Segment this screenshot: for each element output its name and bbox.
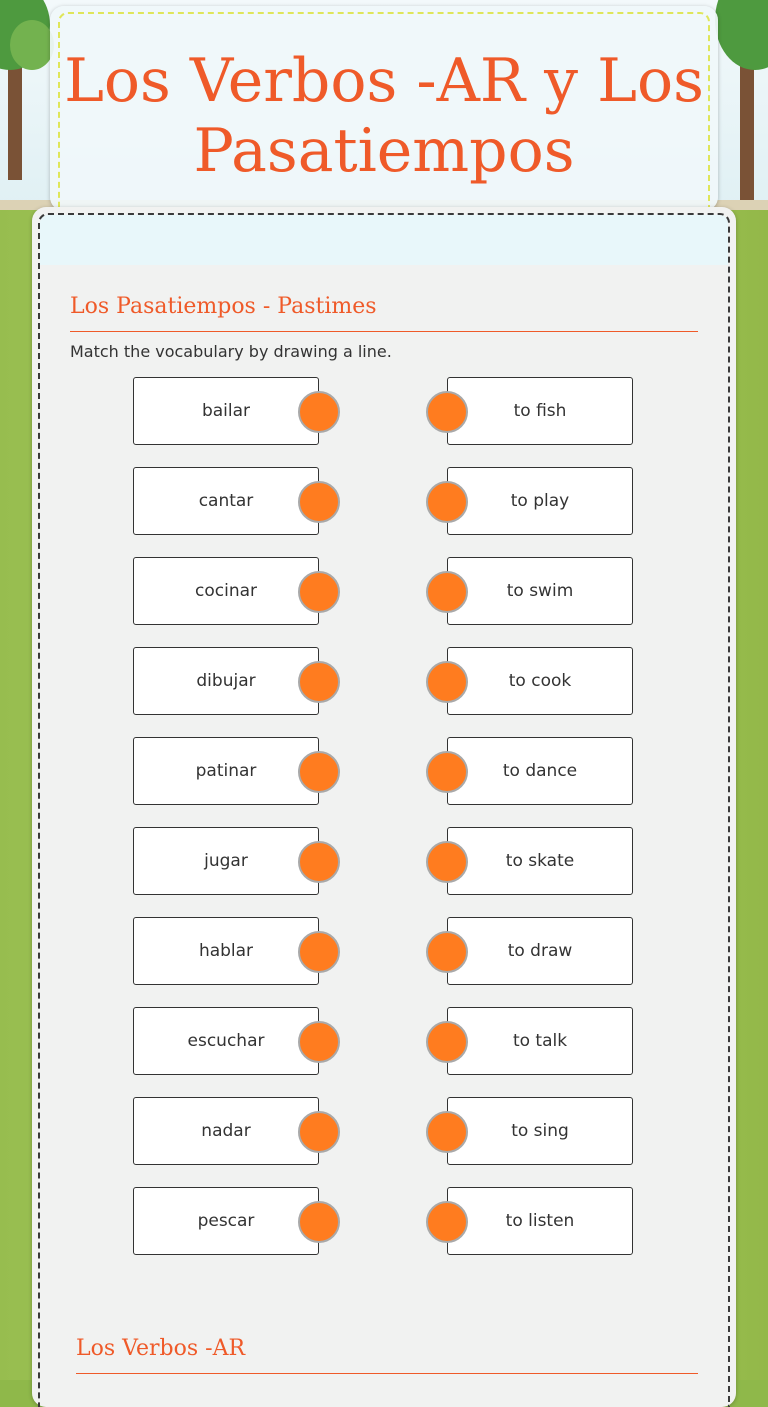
match-right-connector[interactable] <box>426 1201 468 1243</box>
section-title-pastimes: Los Pasatiempos - Pastimes <box>70 294 377 319</box>
match-left-connector[interactable] <box>298 1111 340 1153</box>
match-left-item[interactable]: cocinar <box>133 557 319 625</box>
match-left-connector[interactable] <box>298 481 340 523</box>
match-left-item[interactable]: hablar <box>133 917 319 985</box>
tree-foliage-left-light <box>10 20 54 70</box>
match-left-connector[interactable] <box>298 1021 340 1063</box>
title-card <box>50 6 718 211</box>
match-left-connector[interactable] <box>298 391 340 433</box>
match-left-item[interactable]: escuchar <box>133 1007 319 1075</box>
match-right-item[interactable]: to skate <box>447 827 633 895</box>
match-left-connector[interactable] <box>298 931 340 973</box>
match-right-connector[interactable] <box>426 661 468 703</box>
match-right-connector[interactable] <box>426 1021 468 1063</box>
section-title-ar-verbs: Los Verbos -AR <box>76 1336 246 1361</box>
match-left-item[interactable]: patinar <box>133 737 319 805</box>
section-divider-pastimes <box>70 331 698 332</box>
match-left-connector[interactable] <box>298 661 340 703</box>
match-right-item[interactable]: to fish <box>447 377 633 445</box>
instructions: Match the vocabulary by drawing a line. <box>70 342 392 361</box>
match-right-item[interactable]: to dance <box>447 737 633 805</box>
match-right-item[interactable]: to swim <box>447 557 633 625</box>
match-left-item[interactable]: bailar <box>133 377 319 445</box>
match-left-connector[interactable] <box>298 1201 340 1243</box>
match-right-item[interactable]: to draw <box>447 917 633 985</box>
match-left-item[interactable]: dibujar <box>133 647 319 715</box>
page-title: Los Verbos -AR y Los Pasatiempos <box>64 46 704 186</box>
match-right-connector[interactable] <box>426 751 468 793</box>
match-left-item[interactable]: nadar <box>133 1097 319 1165</box>
match-right-item[interactable]: to listen <box>447 1187 633 1255</box>
match-right-item[interactable]: to cook <box>447 647 633 715</box>
match-left-item[interactable]: pescar <box>133 1187 319 1255</box>
match-left-connector[interactable] <box>298 571 340 613</box>
section-divider-ar-verbs <box>76 1373 698 1374</box>
match-left-connector[interactable] <box>298 751 340 793</box>
match-right-connector[interactable] <box>426 481 468 523</box>
match-right-item[interactable]: to sing <box>447 1097 633 1165</box>
match-left-connector[interactable] <box>298 841 340 883</box>
match-right-connector[interactable] <box>426 391 468 433</box>
match-right-item[interactable]: to talk <box>447 1007 633 1075</box>
match-right-connector[interactable] <box>426 931 468 973</box>
match-right-connector[interactable] <box>426 571 468 613</box>
match-right-item[interactable]: to play <box>447 467 633 535</box>
match-right-connector[interactable] <box>426 1111 468 1153</box>
match-left-item[interactable]: cantar <box>133 467 319 535</box>
match-right-connector[interactable] <box>426 841 468 883</box>
match-left-item[interactable]: jugar <box>133 827 319 895</box>
